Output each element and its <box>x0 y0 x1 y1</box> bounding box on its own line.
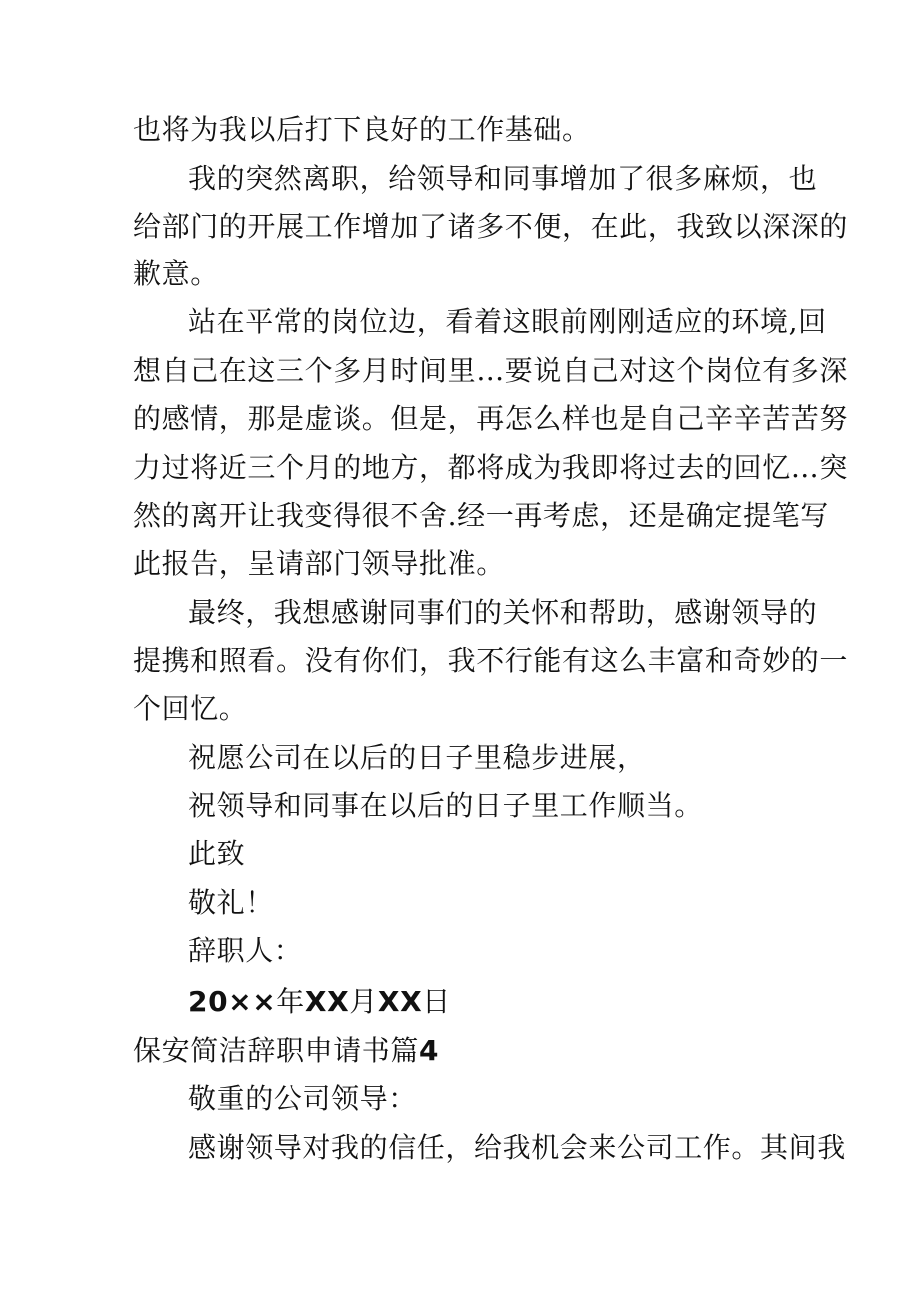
paragraph-line: 感谢领导对我的信任，给我机会来公司工作。其间我 <box>188 1131 846 1164</box>
signature-date <box>188 984 451 1020</box>
date-day-char: 日 <box>422 985 451 1018</box>
paragraph-line: 也将为我以后打下良好的工作基础。 <box>133 113 591 146</box>
date-year-value: 20×× <box>188 985 277 1018</box>
closing-salute: 敬礼！ <box>188 886 274 919</box>
paragraph-line: 歉意。 <box>133 257 219 290</box>
paragraph-line: 给部门的开展工作增加了诸多不便，在此，我致以深深的 <box>133 210 849 243</box>
paragraph-line: 此报告，呈请部门领导批准。 <box>133 547 505 580</box>
section-title-text: 保安简洁辞职申请书篇 <box>133 1034 420 1067</box>
signature-label: 辞职人： <box>188 934 303 967</box>
paragraph-line: 站在平常的岗位边，看着这眼前刚刚适应的环境,回 <box>188 305 827 338</box>
date-month-char: 月 <box>349 985 378 1018</box>
date-year-char: 年 <box>276 985 305 1018</box>
closing-wish-line: 祝领导和同事在以后的日子里工作顺当。 <box>188 789 703 822</box>
salutation: 敬重的公司领导： <box>188 1082 417 1115</box>
paragraph-line: 最终，我想感谢同事们的关怀和帮助，感谢领导的 <box>188 596 818 629</box>
paragraph-line: 个回忆。 <box>133 692 248 725</box>
paragraph-line: 然的离开让我变得很不舍.经一再考虑，还是确定提笔写 <box>133 499 829 532</box>
closing-wish-line: 祝愿公司在以后的日子里稳步进展， <box>188 741 646 774</box>
date-day-value: XX <box>377 985 423 1018</box>
paragraph-line: 我的突然离职，给领导和同事增加了很多麻烦，也 <box>188 162 818 195</box>
paragraph-line: 提携和照看。没有你们，我不行能有这么丰富和奇妙的一 <box>133 644 849 677</box>
paragraph-line: 力过将近三个月的地方，都将成为我即将过去的回忆…突 <box>133 451 849 484</box>
date-month-value: XX <box>304 985 350 1018</box>
paragraph-line: 想自己在这三个多月时间里…要说自己对这个岗位有多深 <box>133 354 849 387</box>
closing-phrase: 此致 <box>188 837 246 870</box>
paragraph-line: 的感情，那是虚谈。但是，再怎么样也是自己辛辛苦苦努 <box>133 402 849 435</box>
section-title-number: 4 <box>419 1034 440 1067</box>
section-title <box>133 1033 439 1069</box>
